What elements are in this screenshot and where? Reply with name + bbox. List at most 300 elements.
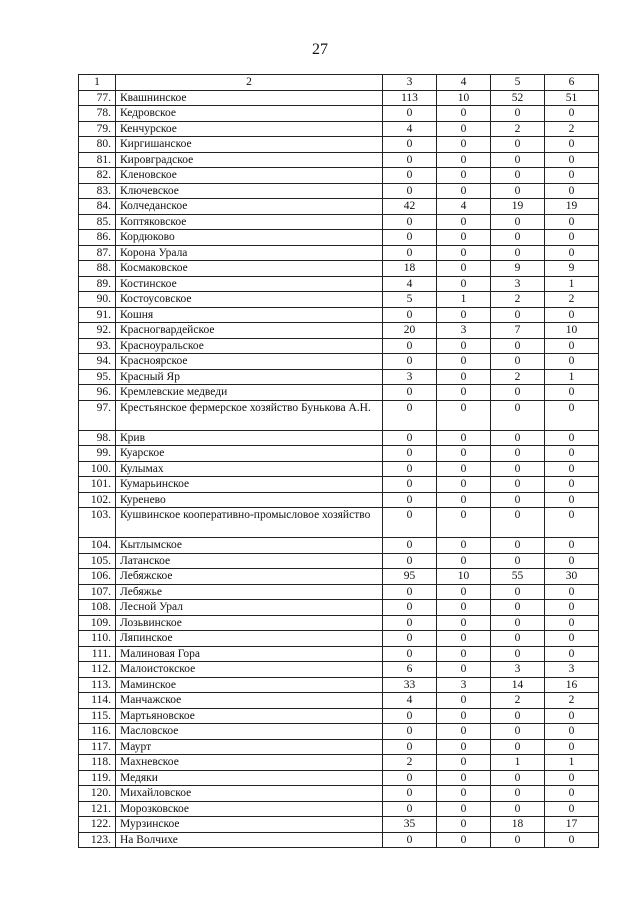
organization-name: Ключевское <box>116 183 383 199</box>
value-col-5: 0 <box>491 338 545 354</box>
row-number: 105. <box>79 553 116 569</box>
value-col-3: 42 <box>383 199 437 215</box>
value-col-5: 0 <box>491 538 545 554</box>
table-row <box>79 214 599 230</box>
value-col-4: 0 <box>437 106 491 122</box>
table-row <box>79 739 599 755</box>
value-col-4: 0 <box>437 739 491 755</box>
organization-name: Кумарьинское <box>116 477 383 493</box>
value-col-3: 0 <box>383 739 437 755</box>
value-col-5: 0 <box>491 230 545 246</box>
value-col-6: 0 <box>545 492 599 508</box>
value-col-4: 0 <box>437 724 491 740</box>
table-row <box>79 430 599 446</box>
value-col-5: 0 <box>491 646 545 662</box>
row-number: 78. <box>79 106 116 122</box>
row-number: 123. <box>79 832 116 848</box>
value-col-5: 7 <box>491 323 545 339</box>
value-col-4: 0 <box>437 786 491 802</box>
value-col-5: 0 <box>491 430 545 446</box>
table-row <box>79 369 599 385</box>
value-col-6: 0 <box>545 801 599 817</box>
value-col-3: 0 <box>383 307 437 323</box>
value-col-4: 0 <box>437 832 491 848</box>
organization-name: Масловское <box>116 724 383 740</box>
value-col-4: 0 <box>437 446 491 462</box>
value-col-4: 0 <box>437 755 491 771</box>
value-col-5: 0 <box>491 214 545 230</box>
row-number: 108. <box>79 600 116 616</box>
value-col-6: 0 <box>545 600 599 616</box>
row-number: 106. <box>79 569 116 585</box>
row-number: 96. <box>79 385 116 401</box>
value-col-5: 2 <box>491 369 545 385</box>
value-col-3: 4 <box>383 121 437 137</box>
table-row <box>79 786 599 802</box>
value-col-3: 4 <box>383 276 437 292</box>
value-col-4: 0 <box>437 400 491 430</box>
table-row <box>79 615 599 631</box>
value-col-4: 0 <box>437 137 491 153</box>
table-row <box>79 199 599 215</box>
value-col-3: 3 <box>383 369 437 385</box>
value-col-5: 0 <box>491 600 545 616</box>
organization-name: Мурзинское <box>116 817 383 833</box>
value-col-4: 0 <box>437 662 491 678</box>
value-col-3: 35 <box>383 817 437 833</box>
organization-name: Лесной Урал <box>116 600 383 616</box>
value-col-5: 0 <box>491 708 545 724</box>
value-col-3: 0 <box>383 801 437 817</box>
organization-name: Малиновая Гора <box>116 646 383 662</box>
table-row <box>79 90 599 106</box>
organization-name: Кленовское <box>116 168 383 184</box>
value-col-6: 0 <box>545 477 599 493</box>
table-row <box>79 553 599 569</box>
value-col-4: 10 <box>437 569 491 585</box>
table-row <box>79 152 599 168</box>
row-number: 122. <box>79 817 116 833</box>
organization-name: Кенчурское <box>116 121 383 137</box>
value-col-6: 0 <box>545 245 599 261</box>
value-col-5: 0 <box>491 739 545 755</box>
value-col-5: 0 <box>491 508 545 538</box>
value-col-6: 17 <box>545 817 599 833</box>
organization-name: Медяки <box>116 770 383 786</box>
row-number: 110. <box>79 631 116 647</box>
value-col-3: 0 <box>383 152 437 168</box>
organization-name: На Волчихе <box>116 832 383 848</box>
organization-name: Махневское <box>116 755 383 771</box>
organization-name: Латанское <box>116 553 383 569</box>
value-col-4: 3 <box>437 323 491 339</box>
organization-name: Красноярское <box>116 354 383 370</box>
value-col-4: 0 <box>437 801 491 817</box>
row-number: 101. <box>79 477 116 493</box>
value-col-5: 3 <box>491 662 545 678</box>
value-col-4: 0 <box>437 168 491 184</box>
value-col-4: 0 <box>437 708 491 724</box>
value-col-5: 0 <box>491 631 545 647</box>
row-number: 90. <box>79 292 116 308</box>
data-table <box>78 74 599 848</box>
row-number: 93. <box>79 338 116 354</box>
value-col-5: 0 <box>491 152 545 168</box>
value-col-6: 0 <box>545 739 599 755</box>
organization-name: Ляпинское <box>116 631 383 647</box>
value-col-4: 0 <box>437 307 491 323</box>
table-row <box>79 338 599 354</box>
row-number: 80. <box>79 137 116 153</box>
organization-name: Кремлевские медведи <box>116 385 383 401</box>
value-col-6: 0 <box>545 461 599 477</box>
value-col-4: 0 <box>437 646 491 662</box>
row-number: 112. <box>79 662 116 678</box>
value-col-4: 0 <box>437 152 491 168</box>
value-col-6: 1 <box>545 369 599 385</box>
table-row <box>79 569 599 585</box>
value-col-6: 0 <box>545 183 599 199</box>
value-col-5: 0 <box>491 137 545 153</box>
table-row <box>79 770 599 786</box>
table-row <box>79 708 599 724</box>
value-col-4: 0 <box>437 276 491 292</box>
value-col-4: 0 <box>437 230 491 246</box>
value-col-4: 0 <box>437 770 491 786</box>
value-col-6: 0 <box>545 430 599 446</box>
value-col-6: 0 <box>545 400 599 430</box>
organization-name: Красногвардейское <box>116 323 383 339</box>
column-header: 1 <box>79 75 116 91</box>
organization-name: Кошня <box>116 307 383 323</box>
column-header: 4 <box>437 75 491 91</box>
value-col-6: 51 <box>545 90 599 106</box>
value-col-5: 0 <box>491 584 545 600</box>
table-row <box>79 446 599 462</box>
organization-name: Кордюково <box>116 230 383 246</box>
organization-name: Лебяжье <box>116 584 383 600</box>
organization-name: Куренево <box>116 492 383 508</box>
value-col-6: 0 <box>545 152 599 168</box>
value-col-3: 0 <box>383 385 437 401</box>
value-col-6: 2 <box>545 292 599 308</box>
table-header-row <box>79 75 599 91</box>
value-col-3: 0 <box>383 492 437 508</box>
value-col-3: 0 <box>383 477 437 493</box>
value-col-6: 0 <box>545 708 599 724</box>
row-number: 114. <box>79 693 116 709</box>
value-col-6: 0 <box>545 584 599 600</box>
value-col-6: 0 <box>545 770 599 786</box>
value-col-4: 0 <box>437 584 491 600</box>
table-row <box>79 677 599 693</box>
value-col-3: 18 <box>383 261 437 277</box>
value-col-6: 9 <box>545 261 599 277</box>
organization-name: Маурт <box>116 739 383 755</box>
table-row <box>79 492 599 508</box>
value-col-6: 0 <box>545 307 599 323</box>
table-row <box>79 600 599 616</box>
value-col-6: 0 <box>545 508 599 538</box>
table-row <box>79 168 599 184</box>
value-col-5: 0 <box>491 168 545 184</box>
value-col-3: 0 <box>383 584 437 600</box>
value-col-6: 0 <box>545 553 599 569</box>
value-col-5: 0 <box>491 385 545 401</box>
table-row <box>79 400 599 430</box>
value-col-3: 0 <box>383 446 437 462</box>
value-col-4: 1 <box>437 292 491 308</box>
value-col-4: 0 <box>437 538 491 554</box>
table-row <box>79 292 599 308</box>
organization-name: Кушвинское кооперативно-промысловое хозяйство <box>116 508 383 538</box>
value-col-6: 0 <box>545 338 599 354</box>
table-row <box>79 245 599 261</box>
organization-name: Лозьвинское <box>116 615 383 631</box>
table-row <box>79 755 599 771</box>
row-number: 119. <box>79 770 116 786</box>
table-row <box>79 323 599 339</box>
value-col-3: 4 <box>383 693 437 709</box>
organization-name: Колчеданское <box>116 199 383 215</box>
row-number: 121. <box>79 801 116 817</box>
value-col-4: 0 <box>437 817 491 833</box>
organization-name: Красный Яр <box>116 369 383 385</box>
row-number: 86. <box>79 230 116 246</box>
row-number: 109. <box>79 615 116 631</box>
row-number: 77. <box>79 90 116 106</box>
value-col-4: 0 <box>437 600 491 616</box>
value-col-6: 0 <box>545 538 599 554</box>
value-col-6: 0 <box>545 214 599 230</box>
value-col-6: 0 <box>545 631 599 647</box>
value-col-4: 0 <box>437 245 491 261</box>
value-col-3: 6 <box>383 662 437 678</box>
value-col-4: 0 <box>437 261 491 277</box>
column-header: 6 <box>545 75 599 91</box>
row-number: 88. <box>79 261 116 277</box>
value-col-3: 0 <box>383 770 437 786</box>
table-row <box>79 801 599 817</box>
value-col-3: 0 <box>383 631 437 647</box>
table-row <box>79 121 599 137</box>
row-number: 94. <box>79 354 116 370</box>
value-col-5: 0 <box>491 724 545 740</box>
table-row <box>79 307 599 323</box>
table-row <box>79 276 599 292</box>
value-col-5: 1 <box>491 755 545 771</box>
value-col-6: 0 <box>545 786 599 802</box>
value-col-6: 0 <box>545 724 599 740</box>
value-col-3: 0 <box>383 600 437 616</box>
table-row <box>79 693 599 709</box>
organization-name: Малоистокское <box>116 662 383 678</box>
value-col-3: 0 <box>383 786 437 802</box>
row-number: 99. <box>79 446 116 462</box>
value-col-3: 2 <box>383 755 437 771</box>
value-col-5: 0 <box>491 400 545 430</box>
row-number: 82. <box>79 168 116 184</box>
value-col-5: 2 <box>491 292 545 308</box>
value-col-4: 0 <box>437 214 491 230</box>
row-number: 115. <box>79 708 116 724</box>
organization-name: Костоусовское <box>116 292 383 308</box>
row-number: 83. <box>79 183 116 199</box>
value-col-3: 0 <box>383 183 437 199</box>
value-col-5: 18 <box>491 817 545 833</box>
value-col-4: 0 <box>437 477 491 493</box>
value-col-3: 0 <box>383 106 437 122</box>
value-col-6: 3 <box>545 662 599 678</box>
row-number: 98. <box>79 430 116 446</box>
row-number: 84. <box>79 199 116 215</box>
organization-name: Кировградское <box>116 152 383 168</box>
table-row <box>79 106 599 122</box>
organization-name: Лебяжское <box>116 569 383 585</box>
value-col-5: 0 <box>491 801 545 817</box>
value-col-3: 0 <box>383 724 437 740</box>
value-col-5: 19 <box>491 199 545 215</box>
value-col-6: 1 <box>545 276 599 292</box>
value-col-3: 0 <box>383 430 437 446</box>
value-col-6: 10 <box>545 323 599 339</box>
value-col-5: 9 <box>491 261 545 277</box>
value-col-4: 0 <box>437 553 491 569</box>
table-row <box>79 646 599 662</box>
value-col-3: 0 <box>383 538 437 554</box>
organization-name: Костинское <box>116 276 383 292</box>
row-number: 120. <box>79 786 116 802</box>
row-number: 118. <box>79 755 116 771</box>
value-col-6: 0 <box>545 832 599 848</box>
row-number: 91. <box>79 307 116 323</box>
row-number: 85. <box>79 214 116 230</box>
table-row <box>79 354 599 370</box>
table-row <box>79 662 599 678</box>
organization-name: Киргишанское <box>116 137 383 153</box>
table-row <box>79 477 599 493</box>
value-col-6: 0 <box>545 137 599 153</box>
row-number: 111. <box>79 646 116 662</box>
value-col-4: 0 <box>437 385 491 401</box>
value-col-3: 0 <box>383 230 437 246</box>
row-number: 79. <box>79 121 116 137</box>
value-col-6: 16 <box>545 677 599 693</box>
value-col-3: 0 <box>383 553 437 569</box>
organization-name: Михайловское <box>116 786 383 802</box>
table-row <box>79 230 599 246</box>
organization-name: Корона Урала <box>116 245 383 261</box>
value-col-3: 33 <box>383 677 437 693</box>
value-col-3: 0 <box>383 832 437 848</box>
column-header: 2 <box>116 75 383 91</box>
row-number: 102. <box>79 492 116 508</box>
value-col-6: 0 <box>545 230 599 246</box>
organization-name: Мартьяновское <box>116 708 383 724</box>
table-row <box>79 461 599 477</box>
organization-name: Крив <box>116 430 383 446</box>
value-col-6: 0 <box>545 354 599 370</box>
row-number: 89. <box>79 276 116 292</box>
value-col-6: 0 <box>545 168 599 184</box>
value-col-5: 0 <box>491 307 545 323</box>
value-col-5: 0 <box>491 553 545 569</box>
table-body <box>79 90 599 848</box>
value-col-4: 0 <box>437 338 491 354</box>
value-col-5: 2 <box>491 693 545 709</box>
value-col-3: 113 <box>383 90 437 106</box>
value-col-3: 0 <box>383 508 437 538</box>
value-col-4: 3 <box>437 677 491 693</box>
row-number: 107. <box>79 584 116 600</box>
value-col-3: 0 <box>383 245 437 261</box>
value-col-4: 0 <box>437 183 491 199</box>
value-col-3: 0 <box>383 137 437 153</box>
page-number: 27 <box>312 41 328 58</box>
value-col-4: 0 <box>437 461 491 477</box>
row-number: 104. <box>79 538 116 554</box>
table-row <box>79 508 599 538</box>
row-number: 103. <box>79 508 116 538</box>
value-col-5: 0 <box>491 832 545 848</box>
table-row <box>79 724 599 740</box>
value-col-3: 20 <box>383 323 437 339</box>
row-number: 116. <box>79 724 116 740</box>
row-number: 87. <box>79 245 116 261</box>
value-col-3: 5 <box>383 292 437 308</box>
row-number: 95. <box>79 369 116 385</box>
organization-name: Кулымах <box>116 461 383 477</box>
value-col-5: 55 <box>491 569 545 585</box>
value-col-6: 0 <box>545 446 599 462</box>
value-col-6: 1 <box>545 755 599 771</box>
value-col-5: 0 <box>491 354 545 370</box>
value-col-3: 0 <box>383 646 437 662</box>
value-col-6: 0 <box>545 646 599 662</box>
table-row <box>79 817 599 833</box>
organization-name: Морозковское <box>116 801 383 817</box>
value-col-4: 0 <box>437 615 491 631</box>
value-col-5: 0 <box>491 446 545 462</box>
value-col-5: 0 <box>491 492 545 508</box>
value-col-3: 0 <box>383 354 437 370</box>
value-col-5: 0 <box>491 461 545 477</box>
value-col-5: 0 <box>491 770 545 786</box>
organization-name: Коптяковское <box>116 214 383 230</box>
value-col-5: 0 <box>491 245 545 261</box>
value-col-5: 0 <box>491 786 545 802</box>
value-col-6: 0 <box>545 385 599 401</box>
value-col-5: 2 <box>491 121 545 137</box>
value-col-6: 2 <box>545 693 599 709</box>
organization-name: Куарское <box>116 446 383 462</box>
table-row <box>79 183 599 199</box>
value-col-6: 19 <box>545 199 599 215</box>
value-col-4: 0 <box>437 693 491 709</box>
value-col-5: 52 <box>491 90 545 106</box>
organization-name: Квашнинское <box>116 90 383 106</box>
value-col-3: 0 <box>383 400 437 430</box>
value-col-4: 0 <box>437 508 491 538</box>
organization-name: Манчажское <box>116 693 383 709</box>
table-row <box>79 584 599 600</box>
value-col-4: 0 <box>437 492 491 508</box>
row-number: 81. <box>79 152 116 168</box>
row-number: 92. <box>79 323 116 339</box>
value-col-6: 30 <box>545 569 599 585</box>
value-col-3: 0 <box>383 168 437 184</box>
value-col-3: 0 <box>383 461 437 477</box>
